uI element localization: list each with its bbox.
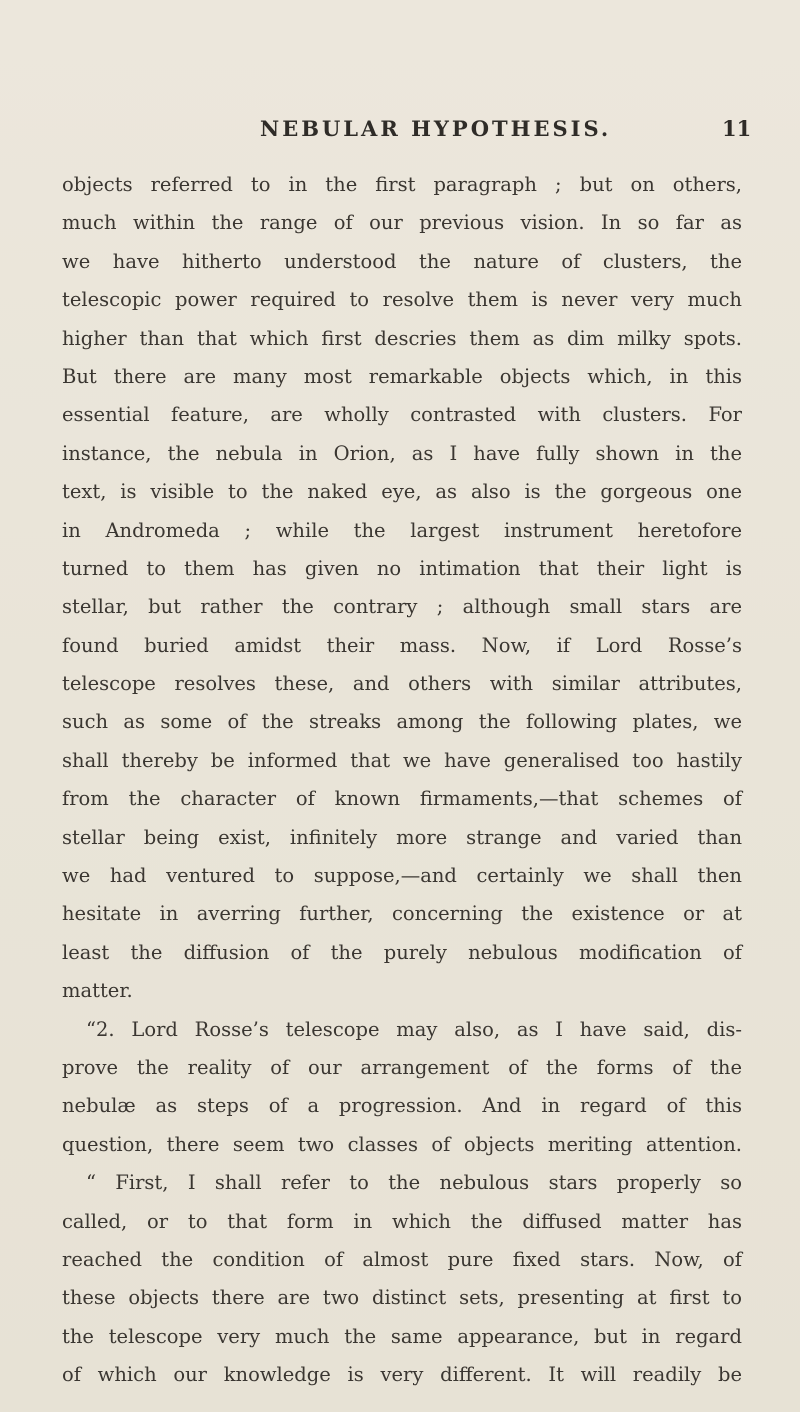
page-number: 11 [722,116,752,141]
text-line: called, or to that form in which the diffused matter has [62,1209,742,1233]
text-line: the telescope very much the same appearance, but in regard [62,1324,742,1348]
text-line: these objects there are two distinct sets, presenting at first to [62,1286,742,1310]
running-title: NEBULAR HYPOTHESIS. [260,116,612,141]
text-line: objects referred to in the first paragraph ; but on others, [62,173,742,196]
text-line: “ First, I shall refer to the nebulous stars properly so [86,1171,742,1195]
text-line: But there are many most remarkable objects which, in this [62,364,742,388]
text-line: instance, the nebula in Orion, as I have fully shown in the [62,441,742,465]
running-head [0,116,800,146]
text-line: prove the reality of our arrangement of the forms of the [62,1055,742,1079]
text-line: question, there seem two classes of objects meriting attention. [62,1132,742,1156]
text-line: stellar being exist, infinitely more strange and varied than [62,825,742,849]
text-line: from the character of known firmaments,—that schemes of [62,787,742,811]
text-line: shall thereby be informed that we have generalised too hastily [62,748,742,772]
body-text [62,166,742,1395]
text-line: hesitate in averring further, concerning the existence or at [62,902,742,926]
text-line: in Andromeda ; while the largest instrument heretofore [62,518,742,542]
text-line: telescopic power required to resolve them is never very much [62,288,742,312]
text-line: nebulæ as steps of a progression. And in regard of this [62,1094,742,1118]
text-line: such as some of the streaks among the following plates, we [62,710,742,734]
text-line: essential feature, are wholly contrasted with clusters. For [62,403,742,427]
text-line: “2. Lord Rosse’s telescope may also, as I have said, dis- [86,1017,742,1041]
text-line: text, is visible to the naked eye, as also is the gorgeous one [62,480,742,504]
text-line: higher than that which first descries them as dim milky spots. [62,326,742,350]
text-line: we had ventured to suppose,—and certainly we shall then [62,864,742,888]
text-line: reached the condition of almost pure fixed stars. Now, of [62,1247,742,1271]
text-line: turned to them has given no intimation that their light is [62,556,742,580]
text-line: least the diffusion of the purely nebulous modification of [62,940,742,964]
text-line: matter. [62,979,133,1003]
text-line: we have hitherto understood the nature of clusters, the [62,249,742,273]
text-line: found buried amidst their mass. Now, if Lord Rosse’s [62,633,742,657]
text-line: stellar, but rather the contrary ; although small stars are [62,595,742,619]
text-line: of which our knowledge is very different. It will readily be [62,1363,742,1387]
text-line: telescope resolves these, and others with similar attributes, [62,672,742,696]
text-line: much within the range of our previous vision. In so far as [62,211,742,235]
